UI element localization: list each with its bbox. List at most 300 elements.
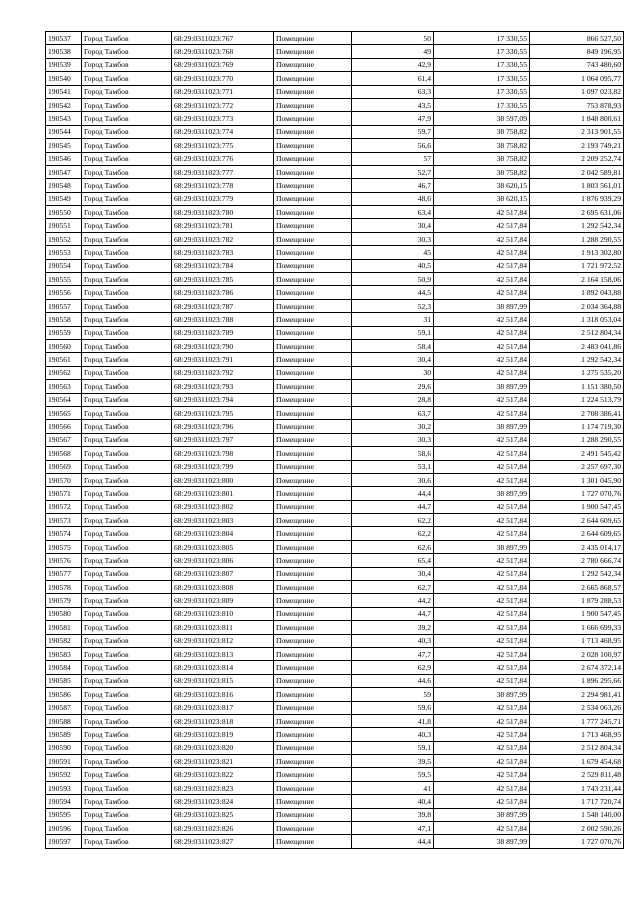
area-cell: 62,6 <box>352 540 434 553</box>
area-cell: 62,2 <box>352 527 434 540</box>
area-cell: 40,4 <box>352 795 434 808</box>
object-type-cell: Помещение <box>274 487 352 500</box>
total-value-cell: 1 679 454,68 <box>530 755 624 768</box>
cadastral-number-cell: 68:29:0311023:809 <box>172 594 274 607</box>
city-cell: Город Тамбов <box>82 273 172 286</box>
object-type-cell: Помещение <box>274 621 352 634</box>
record-id-cell: 190544 <box>46 125 82 138</box>
cadastral-number-cell: 68:29:0311023:783 <box>172 246 274 259</box>
unit-value-cell: 38 758,82 <box>434 152 530 165</box>
city-cell: Город Тамбов <box>82 232 172 245</box>
area-cell: 30,4 <box>352 219 434 232</box>
total-value-cell: 2 708 386,41 <box>530 406 624 419</box>
table-row <box>46 112 624 125</box>
city-cell: Город Тамбов <box>82 206 172 219</box>
object-type-cell: Помещение <box>274 460 352 473</box>
object-type-cell: Помещение <box>274 768 352 781</box>
total-value-cell: 1 717 720,74 <box>530 795 624 808</box>
record-id-cell: 190588 <box>46 714 82 727</box>
total-value-cell: 2 512 804,34 <box>530 326 624 339</box>
object-type-cell: Помещение <box>274 674 352 687</box>
unit-value-cell: 42 517,84 <box>434 273 530 286</box>
city-cell: Город Тамбов <box>82 353 172 366</box>
unit-value-cell: 42 517,84 <box>434 674 530 687</box>
area-cell: 30,3 <box>352 232 434 245</box>
record-id-cell: 190564 <box>46 393 82 406</box>
total-value-cell: 849 196,95 <box>530 45 624 58</box>
property-table-body <box>46 32 624 849</box>
unit-value-cell: 38 597,09 <box>434 112 530 125</box>
record-id-cell: 190562 <box>46 366 82 379</box>
table-row <box>46 527 624 540</box>
object-type-cell: Помещение <box>274 540 352 553</box>
unit-value-cell: 42 517,84 <box>434 500 530 513</box>
unit-value-cell: 42 517,84 <box>434 607 530 620</box>
object-type-cell: Помещение <box>274 32 352 45</box>
record-id-cell: 190555 <box>46 273 82 286</box>
cadastral-number-cell: 68:29:0311023:778 <box>172 179 274 192</box>
city-cell: Город Тамбов <box>82 460 172 473</box>
total-value-cell: 1 666 699,33 <box>530 621 624 634</box>
table-row <box>46 232 624 245</box>
area-cell: 63,3 <box>352 85 434 98</box>
total-value-cell: 1 892 043,88 <box>530 286 624 299</box>
city-cell: Город Тамбов <box>82 112 172 125</box>
table-row <box>46 313 624 326</box>
total-value-cell: 2 529 811,48 <box>530 768 624 781</box>
table-row <box>46 85 624 98</box>
table-row <box>46 206 624 219</box>
city-cell: Город Тамбов <box>82 755 172 768</box>
city-cell: Город Тамбов <box>82 192 172 205</box>
area-cell: 58,4 <box>352 339 434 352</box>
total-value-cell: 1 848 800,61 <box>530 112 624 125</box>
total-value-cell: 2 491 545,42 <box>530 447 624 460</box>
record-id-cell: 190578 <box>46 581 82 594</box>
cadastral-number-cell: 68:29:0311023:791 <box>172 353 274 366</box>
record-id-cell: 190558 <box>46 313 82 326</box>
record-id-cell: 190593 <box>46 781 82 794</box>
total-value-cell: 866 527,50 <box>530 32 624 45</box>
total-value-cell: 1 743 231,44 <box>530 781 624 794</box>
unit-value-cell: 42 517,84 <box>434 795 530 808</box>
record-id-cell: 190589 <box>46 728 82 741</box>
object-type-cell: Помещение <box>274 165 352 178</box>
area-cell: 48,6 <box>352 192 434 205</box>
record-id-cell: 190563 <box>46 380 82 393</box>
object-type-cell: Помещение <box>274 527 352 540</box>
area-cell: 44,5 <box>352 286 434 299</box>
table-row <box>46 139 624 152</box>
area-cell: 59,6 <box>352 701 434 714</box>
cadastral-number-cell: 68:29:0311023:769 <box>172 58 274 71</box>
table-row <box>46 98 624 111</box>
table-row <box>46 259 624 272</box>
area-cell: 44,4 <box>352 487 434 500</box>
table-row <box>46 487 624 500</box>
total-value-cell: 1 275 535,20 <box>530 366 624 379</box>
total-value-cell: 1 318 053,04 <box>530 313 624 326</box>
object-type-cell: Помещение <box>274 701 352 714</box>
object-type-cell: Помещение <box>274 514 352 527</box>
cadastral-number-cell: 68:29:0311023:770 <box>172 72 274 85</box>
cadastral-number-cell: 68:29:0311023:819 <box>172 728 274 741</box>
cadastral-number-cell: 68:29:0311023:780 <box>172 206 274 219</box>
table-row <box>46 554 624 567</box>
table-row <box>46 72 624 85</box>
city-cell: Город Тамбов <box>82 835 172 848</box>
object-type-cell: Помещение <box>274 45 352 58</box>
area-cell: 50 <box>352 32 434 45</box>
total-value-cell: 1 713 468,95 <box>530 634 624 647</box>
table-row <box>46 58 624 71</box>
cadastral-number-cell: 68:29:0311023:784 <box>172 259 274 272</box>
table-row <box>46 339 624 352</box>
city-cell: Город Тамбов <box>82 85 172 98</box>
city-cell: Город Тамбов <box>82 58 172 71</box>
record-id-cell: 190591 <box>46 755 82 768</box>
total-value-cell: 2 644 609,65 <box>530 527 624 540</box>
area-cell: 44,7 <box>352 500 434 513</box>
record-id-cell: 190596 <box>46 822 82 835</box>
record-id-cell: 190583 <box>46 647 82 660</box>
table-row <box>46 540 624 553</box>
object-type-cell: Помещение <box>274 835 352 848</box>
record-id-cell: 190584 <box>46 661 82 674</box>
area-cell: 59,7 <box>352 125 434 138</box>
cadastral-number-cell: 68:29:0311023:790 <box>172 339 274 352</box>
record-id-cell: 190581 <box>46 621 82 634</box>
unit-value-cell: 42 517,84 <box>434 701 530 714</box>
object-type-cell: Помещение <box>274 72 352 85</box>
table-row <box>46 661 624 674</box>
object-type-cell: Помещение <box>274 58 352 71</box>
total-value-cell: 2 435 014,17 <box>530 540 624 553</box>
table-row <box>46 420 624 433</box>
table-row <box>46 460 624 473</box>
total-value-cell: 2 644 609,65 <box>530 514 624 527</box>
unit-value-cell: 42 517,84 <box>434 581 530 594</box>
table-row <box>46 500 624 513</box>
document-page <box>45 31 623 849</box>
record-id-cell: 190538 <box>46 45 82 58</box>
object-type-cell: Помещение <box>274 822 352 835</box>
record-id-cell: 190556 <box>46 286 82 299</box>
city-cell: Город Тамбов <box>82 500 172 513</box>
cadastral-number-cell: 68:29:0311023:812 <box>172 634 274 647</box>
city-cell: Город Тамбов <box>82 607 172 620</box>
table-row <box>46 286 624 299</box>
table-row <box>46 406 624 419</box>
area-cell: 62,2 <box>352 514 434 527</box>
cadastral-number-cell: 68:29:0311023:827 <box>172 835 274 848</box>
unit-value-cell: 42 517,84 <box>434 755 530 768</box>
record-id-cell: 190547 <box>46 165 82 178</box>
total-value-cell: 1 900 547,45 <box>530 500 624 513</box>
object-type-cell: Помещение <box>274 139 352 152</box>
area-cell: 63,7 <box>352 406 434 419</box>
cadastral-number-cell: 68:29:0311023:824 <box>172 795 274 808</box>
object-type-cell: Помещение <box>274 755 352 768</box>
city-cell: Город Тамбов <box>82 259 172 272</box>
cadastral-number-cell: 68:29:0311023:804 <box>172 527 274 540</box>
unit-value-cell: 38 758,82 <box>434 125 530 138</box>
object-type-cell: Помещение <box>274 741 352 754</box>
object-type-cell: Помещение <box>274 246 352 259</box>
record-id-cell: 190597 <box>46 835 82 848</box>
unit-value-cell: 42 517,84 <box>434 527 530 540</box>
table-row <box>46 741 624 754</box>
cadastral-number-cell: 68:29:0311023:794 <box>172 393 274 406</box>
unit-value-cell: 38 620,15 <box>434 192 530 205</box>
area-cell: 47,9 <box>352 112 434 125</box>
unit-value-cell: 38 758,82 <box>434 165 530 178</box>
object-type-cell: Помещение <box>274 433 352 446</box>
cadastral-number-cell: 68:29:0311023:779 <box>172 192 274 205</box>
table-row <box>46 822 624 835</box>
object-type-cell: Помещение <box>274 500 352 513</box>
object-type-cell: Помещение <box>274 393 352 406</box>
object-type-cell: Помещение <box>274 647 352 660</box>
property-table <box>45 31 624 849</box>
record-id-cell: 190543 <box>46 112 82 125</box>
cadastral-number-cell: 68:29:0311023:816 <box>172 688 274 701</box>
area-cell: 62,7 <box>352 581 434 594</box>
cadastral-number-cell: 68:29:0311023:822 <box>172 768 274 781</box>
area-cell: 28,8 <box>352 393 434 406</box>
record-id-cell: 190545 <box>46 139 82 152</box>
record-id-cell: 190582 <box>46 634 82 647</box>
object-type-cell: Помещение <box>274 728 352 741</box>
city-cell: Город Тамбов <box>82 594 172 607</box>
city-cell: Город Тамбов <box>82 567 172 580</box>
total-value-cell: 2 294 981,41 <box>530 688 624 701</box>
city-cell: Город Тамбов <box>82 487 172 500</box>
object-type-cell: Помещение <box>274 286 352 299</box>
total-value-cell: 1 913 302,80 <box>530 246 624 259</box>
total-value-cell: 2 313 901,55 <box>530 125 624 138</box>
total-value-cell: 2 164 158,06 <box>530 273 624 286</box>
area-cell: 56,6 <box>352 139 434 152</box>
unit-value-cell: 17 330,55 <box>434 58 530 71</box>
record-id-cell: 190595 <box>46 808 82 821</box>
city-cell: Город Тамбов <box>82 32 172 45</box>
cadastral-number-cell: 68:29:0311023:776 <box>172 152 274 165</box>
table-row <box>46 634 624 647</box>
total-value-cell: 1 727 070,76 <box>530 835 624 848</box>
area-cell: 47,7 <box>352 647 434 660</box>
total-value-cell: 1 288 290,55 <box>530 232 624 245</box>
unit-value-cell: 38 897,99 <box>434 835 530 848</box>
object-type-cell: Помещение <box>274 795 352 808</box>
total-value-cell: 2 034 364,88 <box>530 299 624 312</box>
area-cell: 53,1 <box>352 460 434 473</box>
unit-value-cell: 42 517,84 <box>434 353 530 366</box>
area-cell: 44,4 <box>352 835 434 848</box>
total-value-cell: 1 224 513,79 <box>530 393 624 406</box>
unit-value-cell: 42 517,84 <box>434 433 530 446</box>
city-cell: Город Тамбов <box>82 741 172 754</box>
table-row <box>46 701 624 714</box>
cadastral-number-cell: 68:29:0311023:798 <box>172 447 274 460</box>
city-cell: Город Тамбов <box>82 406 172 419</box>
city-cell: Город Тамбов <box>82 98 172 111</box>
record-id-cell: 190592 <box>46 768 82 781</box>
unit-value-cell: 17 330,55 <box>434 72 530 85</box>
table-row <box>46 45 624 58</box>
record-id-cell: 190572 <box>46 500 82 513</box>
record-id-cell: 190570 <box>46 473 82 486</box>
object-type-cell: Помещение <box>274 661 352 674</box>
cadastral-number-cell: 68:29:0311023:792 <box>172 366 274 379</box>
cadastral-number-cell: 68:29:0311023:774 <box>172 125 274 138</box>
cadastral-number-cell: 68:29:0311023:823 <box>172 781 274 794</box>
unit-value-cell: 17 330,55 <box>434 32 530 45</box>
record-id-cell: 190548 <box>46 179 82 192</box>
unit-value-cell: 38 897,99 <box>434 487 530 500</box>
city-cell: Город Тамбов <box>82 179 172 192</box>
total-value-cell: 1 721 972,52 <box>530 259 624 272</box>
area-cell: 41,8 <box>352 714 434 727</box>
cadastral-number-cell: 68:29:0311023:768 <box>172 45 274 58</box>
object-type-cell: Помещение <box>274 152 352 165</box>
area-cell: 30,4 <box>352 567 434 580</box>
object-type-cell: Помещение <box>274 634 352 647</box>
cadastral-number-cell: 68:29:0311023:795 <box>172 406 274 419</box>
cadastral-number-cell: 68:29:0311023:803 <box>172 514 274 527</box>
object-type-cell: Помещение <box>274 581 352 594</box>
unit-value-cell: 42 517,84 <box>434 514 530 527</box>
unit-value-cell: 38 897,99 <box>434 299 530 312</box>
unit-value-cell: 42 517,84 <box>434 366 530 379</box>
cadastral-number-cell: 68:29:0311023:797 <box>172 433 274 446</box>
table-row <box>46 125 624 138</box>
object-type-cell: Помещение <box>274 273 352 286</box>
area-cell: 65,4 <box>352 554 434 567</box>
cadastral-number-cell: 68:29:0311023:787 <box>172 299 274 312</box>
city-cell: Город Тамбов <box>82 45 172 58</box>
area-cell: 30 <box>352 366 434 379</box>
cadastral-number-cell: 68:29:0311023:773 <box>172 112 274 125</box>
table-row <box>46 165 624 178</box>
object-type-cell: Помещение <box>274 366 352 379</box>
unit-value-cell: 42 517,84 <box>434 634 530 647</box>
record-id-cell: 190537 <box>46 32 82 45</box>
cadastral-number-cell: 68:29:0311023:777 <box>172 165 274 178</box>
total-value-cell: 2 674 372,14 <box>530 661 624 674</box>
record-id-cell: 190576 <box>46 554 82 567</box>
area-cell: 59,5 <box>352 768 434 781</box>
total-value-cell: 2 028 100,97 <box>530 647 624 660</box>
table-row <box>46 514 624 527</box>
object-type-cell: Помещение <box>274 447 352 460</box>
city-cell: Город Тамбов <box>82 447 172 460</box>
unit-value-cell: 42 517,84 <box>434 313 530 326</box>
table-row <box>46 714 624 727</box>
city-cell: Город Тамбов <box>82 795 172 808</box>
total-value-cell: 2 483 041,86 <box>530 339 624 352</box>
object-type-cell: Помещение <box>274 339 352 352</box>
unit-value-cell: 42 517,84 <box>434 246 530 259</box>
total-value-cell: 1 064 095,77 <box>530 72 624 85</box>
cadastral-number-cell: 68:29:0311023:793 <box>172 380 274 393</box>
city-cell: Город Тамбов <box>82 647 172 660</box>
unit-value-cell: 38 897,99 <box>434 540 530 553</box>
city-cell: Город Тамбов <box>82 808 172 821</box>
city-cell: Город Тамбов <box>82 152 172 165</box>
city-cell: Город Тамбов <box>82 674 172 687</box>
city-cell: Город Тамбов <box>82 313 172 326</box>
city-cell: Город Тамбов <box>82 165 172 178</box>
city-cell: Город Тамбов <box>82 139 172 152</box>
record-id-cell: 190539 <box>46 58 82 71</box>
city-cell: Город Тамбов <box>82 554 172 567</box>
total-value-cell: 2 002 590,26 <box>530 822 624 835</box>
record-id-cell: 190549 <box>46 192 82 205</box>
table-row <box>46 647 624 660</box>
total-value-cell: 1 879 288,53 <box>530 594 624 607</box>
unit-value-cell: 42 517,84 <box>434 594 530 607</box>
object-type-cell: Помещение <box>274 714 352 727</box>
total-value-cell: 1 727 070,76 <box>530 487 624 500</box>
cadastral-number-cell: 68:29:0311023:799 <box>172 460 274 473</box>
total-value-cell: 1 896 295,66 <box>530 674 624 687</box>
object-type-cell: Помещение <box>274 192 352 205</box>
unit-value-cell: 42 517,84 <box>434 567 530 580</box>
cadastral-number-cell: 68:29:0311023:781 <box>172 219 274 232</box>
unit-value-cell: 38 897,99 <box>434 688 530 701</box>
object-type-cell: Помещение <box>274 125 352 138</box>
total-value-cell: 1 292 542,34 <box>530 567 624 580</box>
area-cell: 31 <box>352 313 434 326</box>
area-cell: 42,9 <box>352 58 434 71</box>
total-value-cell: 2 665 868,57 <box>530 581 624 594</box>
cadastral-number-cell: 68:29:0311023:785 <box>172 273 274 286</box>
city-cell: Город Тамбов <box>82 514 172 527</box>
area-cell: 50,9 <box>352 273 434 286</box>
area-cell: 61,4 <box>352 72 434 85</box>
table-row <box>46 353 624 366</box>
city-cell: Город Тамбов <box>82 125 172 138</box>
area-cell: 30,4 <box>352 353 434 366</box>
area-cell: 47,1 <box>352 822 434 835</box>
cadastral-number-cell: 68:29:0311023:811 <box>172 621 274 634</box>
total-value-cell: 2 534 063,26 <box>530 701 624 714</box>
table-row <box>46 688 624 701</box>
cadastral-number-cell: 68:29:0311023:772 <box>172 98 274 111</box>
object-type-cell: Помещение <box>274 313 352 326</box>
unit-value-cell: 42 517,84 <box>434 326 530 339</box>
cadastral-number-cell: 68:29:0311023:801 <box>172 487 274 500</box>
area-cell: 40,3 <box>352 728 434 741</box>
cadastral-number-cell: 68:29:0311023:825 <box>172 808 274 821</box>
area-cell: 46,7 <box>352 179 434 192</box>
area-cell: 59 <box>352 688 434 701</box>
table-row <box>46 567 624 580</box>
unit-value-cell: 42 517,84 <box>434 286 530 299</box>
cadastral-number-cell: 68:29:0311023:782 <box>172 232 274 245</box>
object-type-cell: Помещение <box>274 219 352 232</box>
object-type-cell: Помещение <box>274 326 352 339</box>
table-row <box>46 473 624 486</box>
table-row <box>46 393 624 406</box>
record-id-cell: 190567 <box>46 433 82 446</box>
object-type-cell: Помещение <box>274 406 352 419</box>
record-id-cell: 190580 <box>46 607 82 620</box>
object-type-cell: Помещение <box>274 380 352 393</box>
unit-value-cell: 42 517,84 <box>434 339 530 352</box>
unit-value-cell: 42 517,84 <box>434 219 530 232</box>
